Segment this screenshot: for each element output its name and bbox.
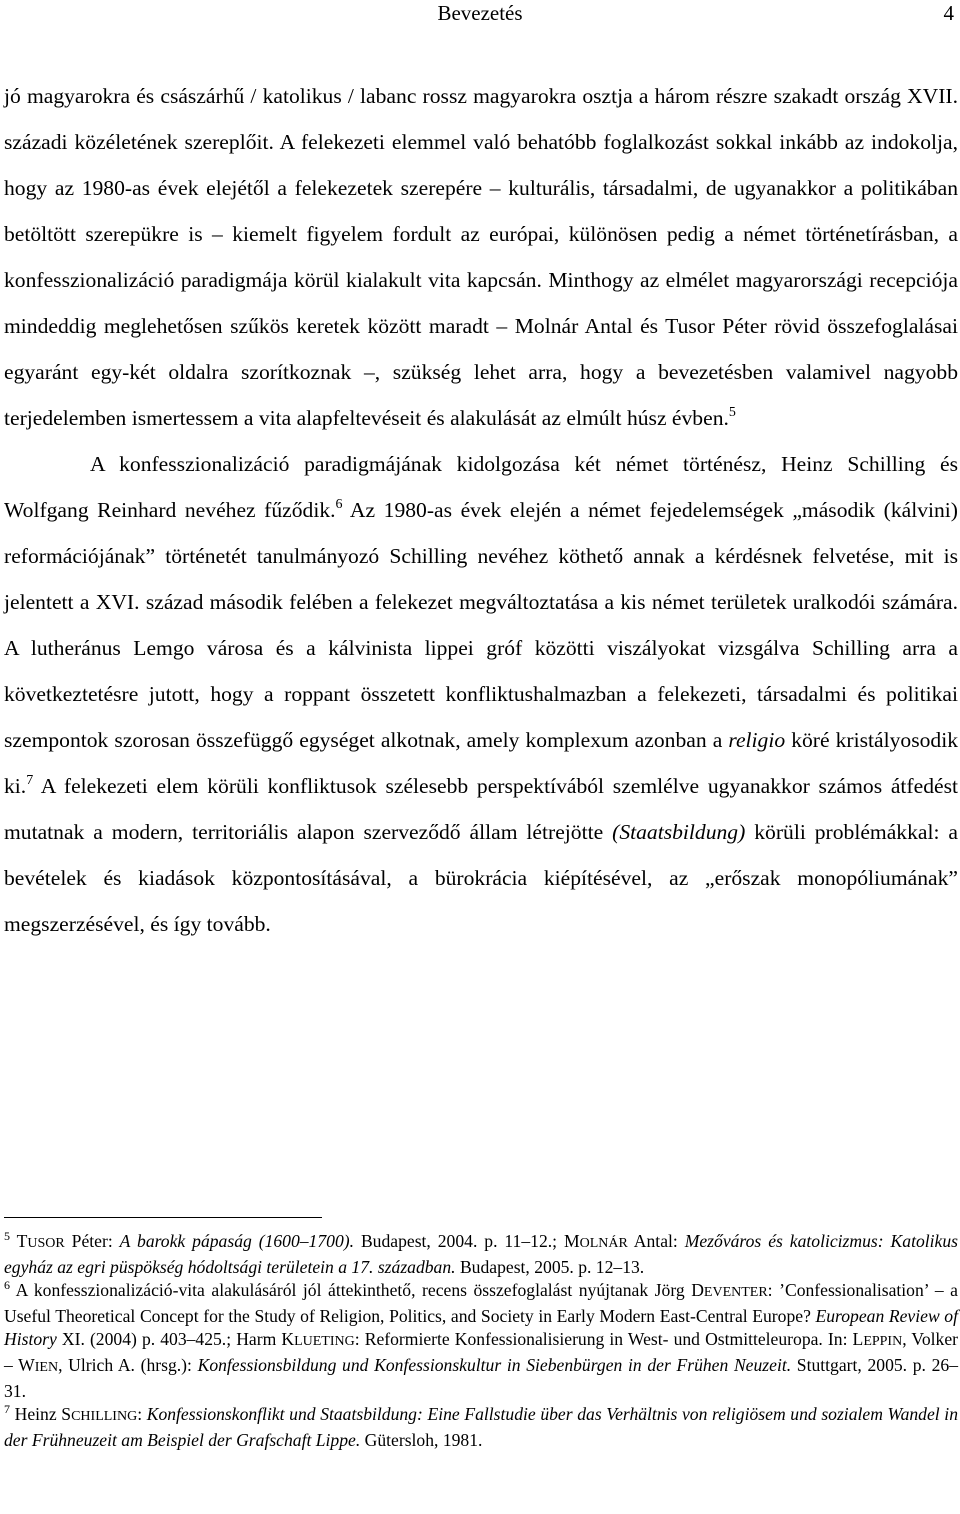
footnote-ref-6[interactable]: 6	[335, 497, 343, 512]
footnote-text: T	[10, 1231, 28, 1251]
footnote-ref-5[interactable]: 5	[728, 405, 736, 420]
small-caps-name: USOR	[27, 1236, 65, 1251]
footnotes	[4, 1230, 958, 1452]
small-caps-name: LUETING	[294, 1334, 355, 1350]
italic-staatsbildung: (Staatsbildung)	[612, 820, 746, 844]
footnote-text: Stuttgart, 2005. p. 26–31.	[4, 1354, 958, 1401]
paragraph-2-text-d: A felekezeti elem körüli konfliktusok szélesebb perspektívából szemlélve ugyanakkor számos átfedést mutatnak a modern, territoriális alapon szerveződő állam létrejötte	[4, 774, 958, 844]
paragraph-1	[4, 73, 958, 441]
book-title: A barokk pápaság (1600–1700).	[119, 1231, 355, 1251]
paragraph-2	[4, 441, 958, 947]
footnote-number: 7	[4, 1402, 10, 1417]
paragraph-1-text: jó magyarokra és császárhű / katolikus / labanc rossz magyarokra osztja a három részre szakadt ország XVII. századi közéletének szereplőit. A felekezeti elemmel való behatóbb foglalkozást sokkal inkább az indokolja, hogy az 1980-as évek elejétől a felekezetek szerepére – kulturális, társadalmi, de ugyanakkor a politikában betöltött szerepükre is – kiemelt figyelem fordult az európai, különösen pedig a német történetírásban, a konfesszionalizáció paradigmája körül kialakult vita kapcsán. Minthogy az elmélet magyarországi recepciója mindeddig meglehetősen szűkös keretek között maradt – Molnár Antal és Tusor Péter rövid összefoglalásai egyaránt egy-két oldalra szorítkoznak –, szükség lehet arra, hogy a bevezetésben valamivel nagyobb terjedelemben ismertessem a vita alapfeltevéseit és alakulását az elmúlt húsz évben.	[4, 84, 958, 430]
small-caps-name: IEN	[34, 1359, 59, 1375]
footnote-text: A konfesszionalizáció-vita alakulásáról jól áttekinthető, recens összefoglalást nyújtanak Jörg D	[10, 1280, 704, 1301]
page-header	[0, 0, 960, 28]
footnote-text: : Reformierte Konfessionalisierung in West- und Ostmitteleuropa. In: L	[354, 1329, 864, 1350]
paragraph-2-text-e: körüli problémákkal: a bevételek és kiadások központosításával, a bürokrácia kiépítésével, az „erőszak monopóliumának” megszerzésével, és így tovább.	[4, 820, 958, 936]
book-title: Mezőváros és katolicizmus: Katolikus egyház az egri püspökség hódoltsági területein a 17. században.	[4, 1231, 958, 1277]
footnote-ref-7[interactable]: 7	[26, 773, 34, 788]
footnote-text: Budapest, 2004. p. 11–12.; M	[354, 1231, 580, 1251]
small-caps-name: CHILLING	[71, 1409, 138, 1425]
footnote-text: XI. (2004) p. 403–425.; Harm K	[56, 1329, 295, 1350]
small-caps-name: OLNÁR	[579, 1236, 628, 1251]
footnote-text: , Ulrich A. (hrsg.):	[58, 1354, 198, 1375]
paragraph-2-text-b: Az 1980-as évek elején a német fejedelemségek „második (kálvini) reformációjának” történetét tanulmányozó Schilling nevéhez köthető annak a kérdésnek felvetése, mit is jelentett a XVI. század második felében a felekezet megváltoztatása a kis német területek uralkodói számára. A lutheránus Lemgo városa és a kálvinista lippei gróf közötti viszályokat vizsgálva Schilling arra a következtetésre jutott, hogy a roppant összetett konfliktushalmazban a felekezeti, társadalmi és politikai szempontok szorosan összefüggő egységet alkotnak, amely komplexum azonban a	[4, 498, 958, 752]
footnote-text: Budapest, 2005. p. 12–13.	[455, 1256, 645, 1277]
running-title: Bevezetés	[437, 1, 523, 25]
footnote-text: :	[137, 1404, 147, 1425]
small-caps-name: EVENTER	[703, 1285, 768, 1301]
footnote-separator	[4, 1217, 322, 1218]
paragraph-2-text-a: A konfesszionalizáció paradigmájának kidolgozása két német történész, Heinz Schilling és Wolfgang Reinhard nevéhez fűződik.	[4, 452, 958, 522]
footnote-text: Heinz S	[10, 1404, 72, 1425]
page-number: 4	[943, 1, 954, 25]
footnote-7	[4, 1403, 958, 1452]
small-caps-name: EPPIN	[863, 1334, 903, 1350]
footnote-text: : ’Confessionalisation’ – a Useful Theoretical Concept for the Study of Religion, Politics, and Society in Early Modern East-Central Europe?	[4, 1280, 958, 1326]
book-title: Konfessionskonflikt und Staatsbildung: Eine Fallstudie über das Verhältnis von religiösem und sozialem Wandel in der Frühneuzeit am Beispiel der Grafschaft Lippe.	[4, 1404, 958, 1450]
footnote-5	[4, 1230, 958, 1279]
footnote-text: , Volker – W	[4, 1329, 958, 1375]
footnote-text: Antal:	[627, 1231, 685, 1251]
footnote-6	[4, 1279, 958, 1403]
main-text	[4, 73, 958, 947]
footnote-number: 6	[4, 1278, 10, 1293]
journal-title: European Review of History	[4, 1305, 958, 1350]
footnote-number: 5	[4, 1229, 10, 1243]
footnote-text: Gütersloh, 1981.	[360, 1429, 483, 1450]
footnote-text: Péter:	[64, 1231, 120, 1251]
book-title: Konfessionsbildung und Konfessionskultur in Siebenbürgen in der Frühen Neuzeit.	[197, 1354, 792, 1375]
italic-religio: religio	[728, 728, 786, 752]
paragraph-2-text-c: köré kristályosodik ki.	[4, 728, 958, 798]
